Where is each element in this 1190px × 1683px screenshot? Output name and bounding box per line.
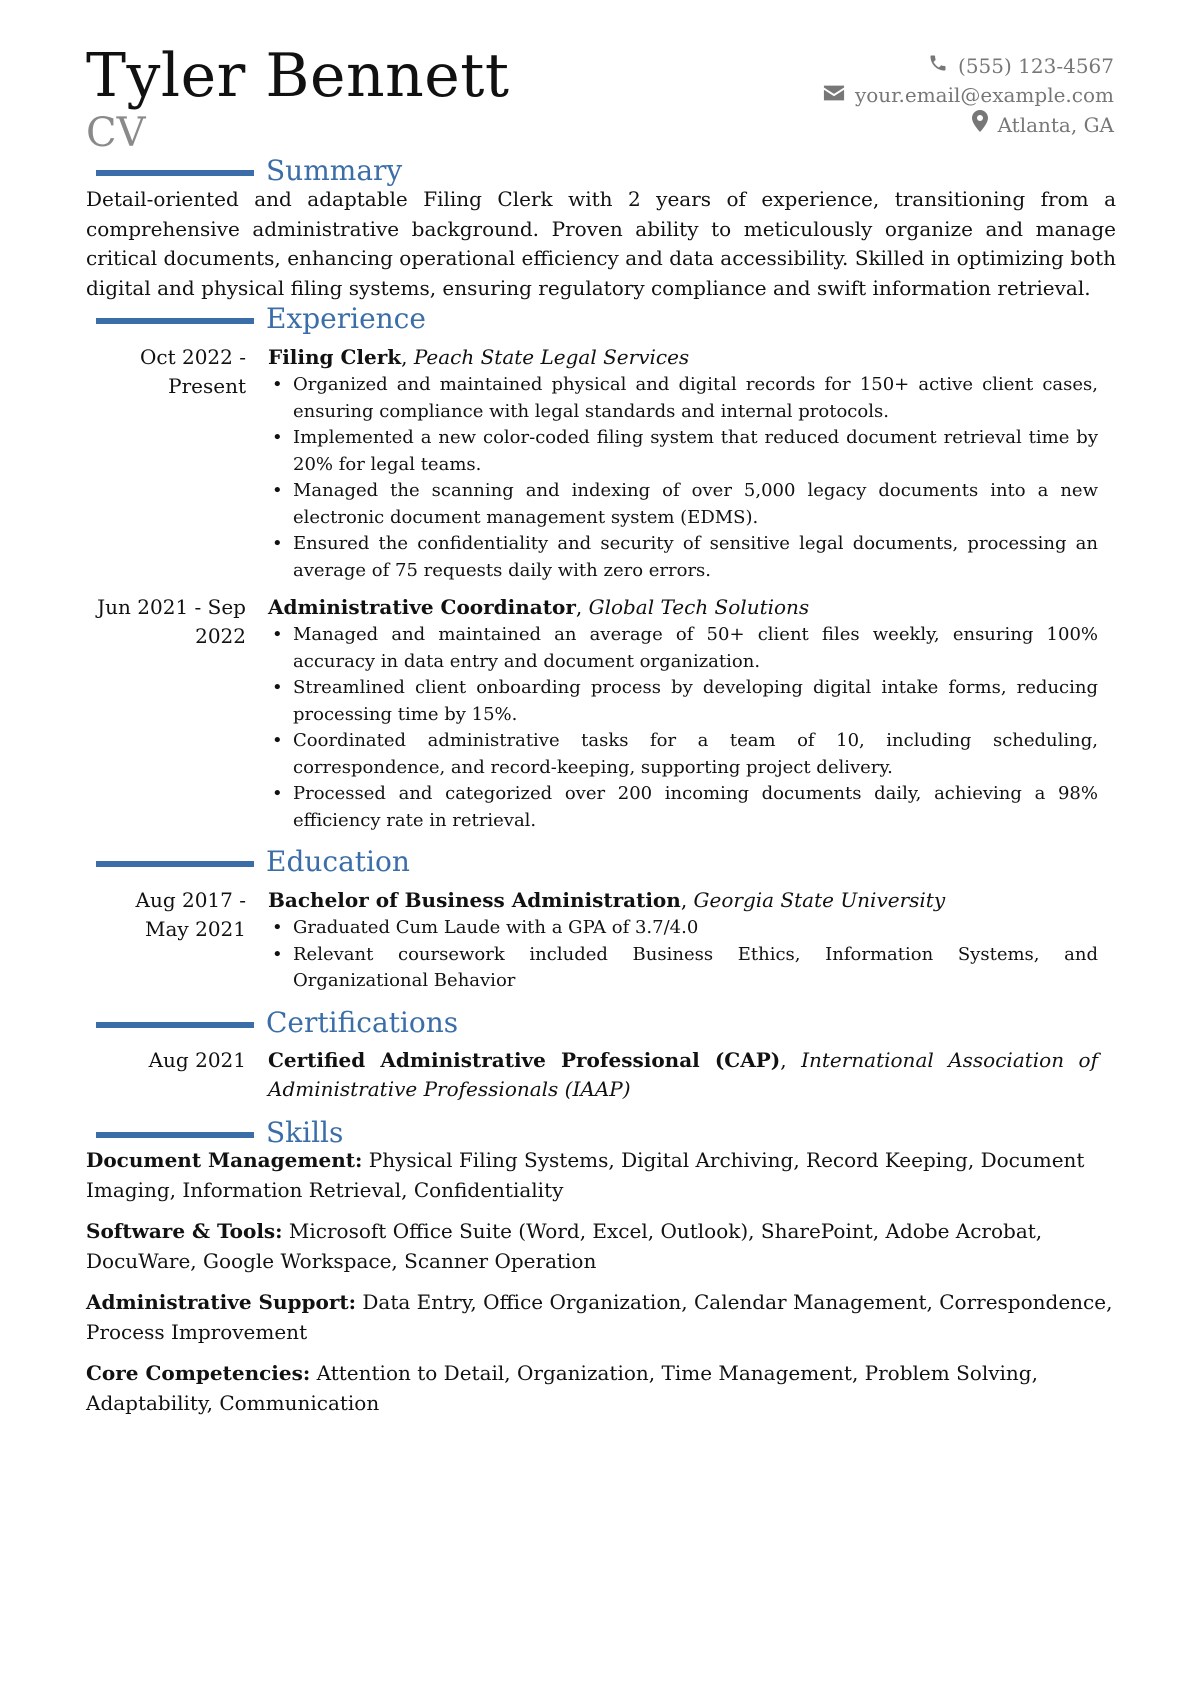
- certification-entry: [268, 1046, 1098, 1104]
- certification-title-line: Certified Administrative Professional (CAP), International Association of Administrative Professionals (IAAP): [268, 1048, 1099, 1101]
- location-text: Atlanta, GA: [997, 112, 1114, 137]
- candidate-name: Tyler Bennett: [86, 41, 510, 111]
- skill-group: [86, 1217, 1116, 1276]
- job-entry: [268, 343, 1098, 584]
- education-bullet: • Relevant coursework included Business Ethics, Information Systems, and Organizational Behavior: [268, 942, 1098, 995]
- contact-phone: [823, 52, 1114, 81]
- contact-block: [823, 52, 1114, 140]
- skill-group: [86, 1359, 1116, 1418]
- job-title-line: Filing Clerk, Peach State Legal Services: [268, 345, 690, 369]
- document-subtitle: CV: [86, 110, 146, 156]
- school: Georgia State University: [693, 888, 946, 912]
- contact-email: [823, 81, 1114, 110]
- section-bar: [96, 1022, 254, 1028]
- section-bar: [96, 170, 254, 176]
- job-date: Jun 2021 - Sep 2022: [97, 595, 246, 648]
- phone-icon: [928, 52, 948, 81]
- job-bullet: • Ensured the confidentiality and security of sensitive legal documents, processing an average of 75 requests daily with zero errors.: [268, 531, 1098, 584]
- section-bar: [96, 318, 254, 324]
- skill-label: Document Management:: [86, 1148, 363, 1172]
- education-bullets: [268, 915, 1098, 995]
- summary-text: Detail-oriented and adaptable Filing Clerk with 2 years of experience, transitioning from a comprehensive administrative background. Proven ability to meticulously organize and manage critical documents, enhancing operational efficiency and data accessibility. Skilled in optimizing both digital and physical filing systems, ensuring regulatory compliance and swift information retrieval.: [86, 187, 1116, 300]
- certification-date: Aug 2021: [148, 1048, 246, 1072]
- job-entry: [268, 593, 1098, 834]
- education-date: Aug 2017 - May 2021: [135, 888, 246, 941]
- skill-list: Attention to Detail, Organization, Time Management, Problem Solving, Adaptability, Communication: [86, 1361, 1038, 1415]
- job-bullet: • Organized and maintained physical and digital records for 150+ active client cases, ensuring compliance with legal standards and internal protocols.: [268, 372, 1098, 425]
- phone-text: (555) 123-4567: [958, 54, 1114, 78]
- job-title-line: Administrative Coordinator, Global Tech Solutions: [268, 595, 810, 619]
- experience-heading: [96, 302, 1096, 336]
- skill-label: Core Competencies:: [86, 1361, 311, 1385]
- section-title: Education: [266, 845, 410, 878]
- job-date: Oct 2022 - Present: [139, 345, 246, 398]
- skill-list: Microsoft Office Suite (Word, Excel, Outlook), SharePoint, Adobe Acrobat, DocuWare, Google Workspace, Scanner Operation: [86, 1219, 1043, 1273]
- job-bullet: • Implemented a new color-coded filing system that reduced document retrieval time by 20% for legal teams.: [268, 425, 1098, 478]
- job-role: Filing Clerk: [268, 345, 402, 369]
- certification-name: Certified Administrative Professional (CAP): [268, 1048, 781, 1072]
- education-title-line: Bachelor of Business Administration, Georgia State University: [268, 888, 946, 912]
- certification-issuer: International Association of Administrative Professionals (IAAP): [268, 1048, 1099, 1101]
- email-link[interactable]: your.email@example.com: [854, 83, 1114, 107]
- section-bar: [96, 861, 254, 867]
- section-title: Skills: [266, 1116, 344, 1149]
- skill-list: Data Entry, Office Organization, Calendar Management, Correspondence, Process Improvement: [86, 1290, 1113, 1344]
- job-bullet: • Processed and categorized over 200 incoming documents daily, achieving a 98% efficiency rate in retrieval.: [268, 781, 1098, 834]
- job-org: Peach State Legal Services: [413, 345, 690, 369]
- section-title: Summary: [266, 154, 403, 187]
- job-bullets: [268, 372, 1098, 584]
- education-heading: [96, 845, 1096, 879]
- job-bullets: [268, 622, 1098, 834]
- education-entry: [268, 886, 1098, 995]
- section-title: Certifications: [266, 1006, 459, 1039]
- job-role: Administrative Coordinator: [268, 595, 576, 619]
- job-bullet: • Managed the scanning and indexing of over 5,000 legacy documents into a new electronic document management system (EDMS).: [268, 478, 1098, 531]
- section-bar: [96, 1132, 254, 1138]
- summary-heading: [96, 154, 1096, 188]
- job-bullet: • Managed and maintained an average of 50+ client files weekly, ensuring 100% accuracy in data entry and document organization.: [268, 622, 1098, 675]
- job-org: Global Tech Solutions: [588, 595, 810, 619]
- skill-group: [86, 1288, 1116, 1347]
- job-bullet: • Streamlined client onboarding process by developing digital intake forms, reducing processing time by 15%.: [268, 675, 1098, 728]
- skill-group: [86, 1146, 1116, 1205]
- education-bullet: • Graduated Cum Laude with a GPA of 3.7/4.0: [268, 915, 1098, 942]
- section-title: Experience: [266, 302, 426, 335]
- skills-heading: [96, 1116, 1096, 1150]
- skill-label: Software & Tools:: [86, 1219, 283, 1243]
- job-bullet: • Coordinated administrative tasks for a team of 10, including scheduling, correspondence, and record-keeping, supporting project delivery.: [268, 728, 1098, 781]
- contact-location: [823, 110, 1114, 140]
- degree: Bachelor of Business Administration: [268, 888, 681, 912]
- skill-label: Administrative Support:: [86, 1290, 356, 1314]
- envelope-icon: [823, 81, 845, 110]
- map-pin-icon: [972, 110, 988, 140]
- certifications-heading: [96, 1006, 1096, 1040]
- skill-list: Physical Filing Systems, Digital Archiving, Record Keeping, Document Imaging, Information Retrieval, Confidentiality: [86, 1148, 1085, 1202]
